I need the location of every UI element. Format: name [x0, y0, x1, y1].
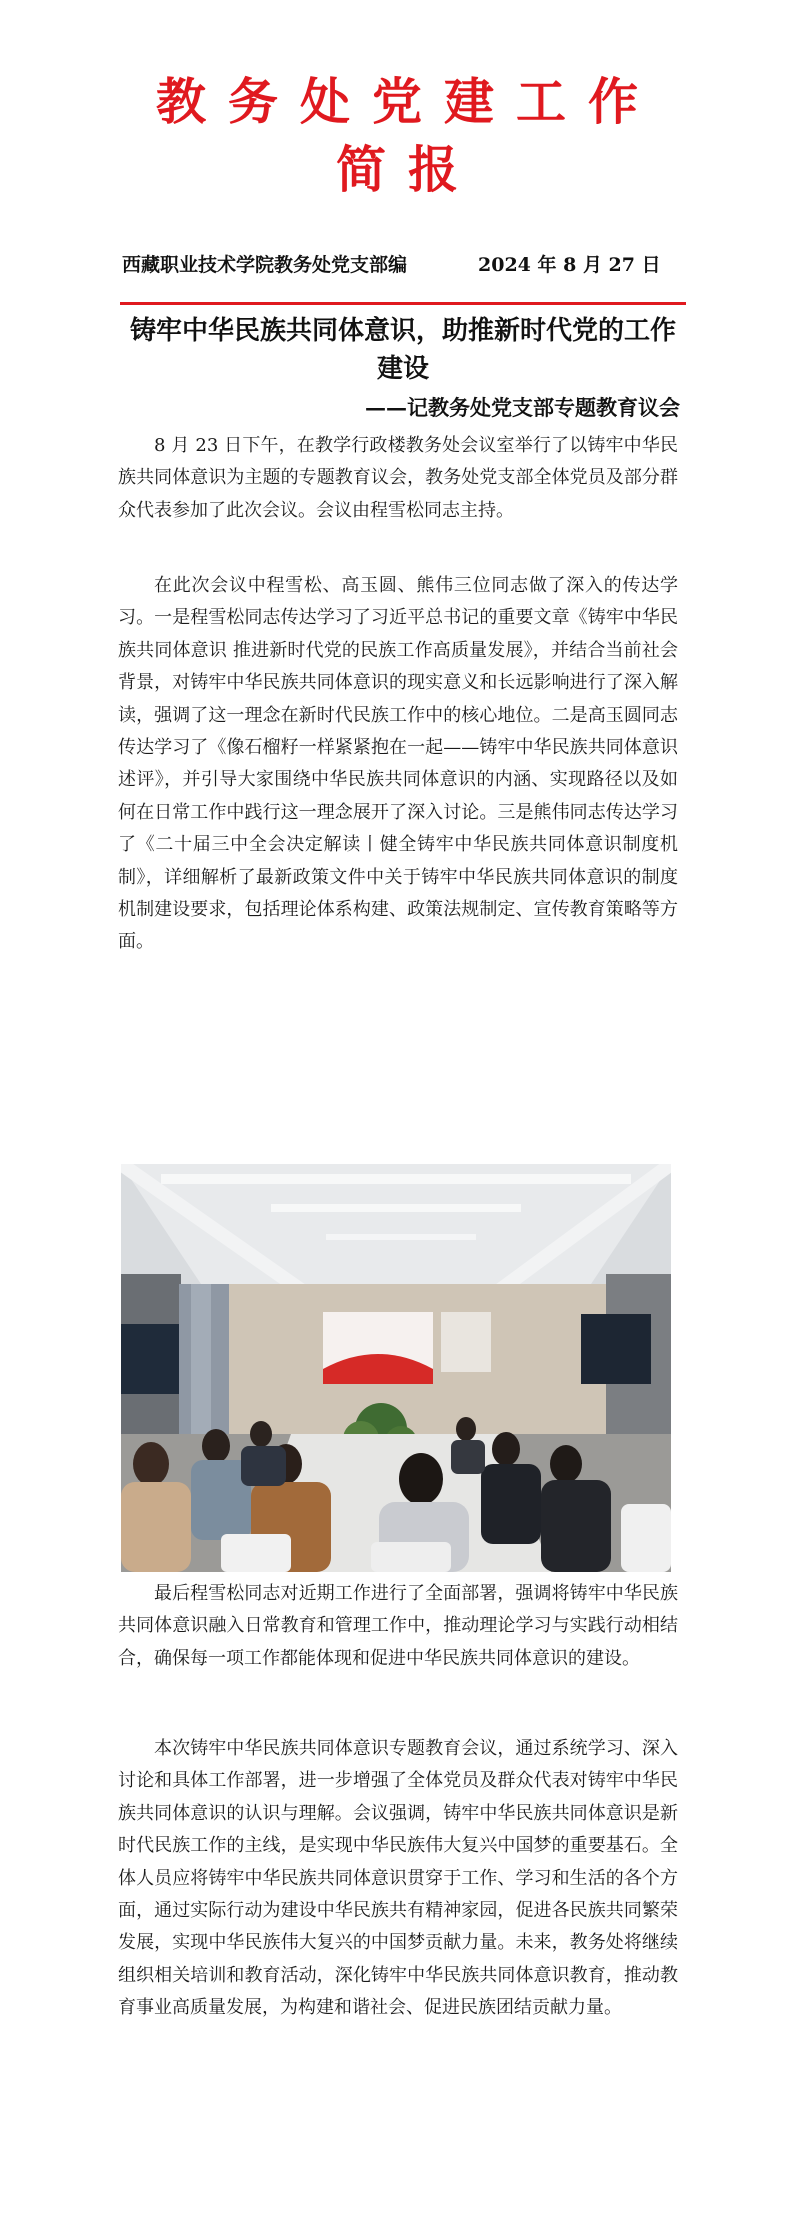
editor-credit: 西藏职业技术学院教务处党支部编	[122, 254, 408, 276]
paragraph-1: 8 月 23 日下午，在教学行政楼教务处会议室举行了以铸牢中华民族共同体意识为主题的专题教育议会，教务处党支部全体党员及部分群众代表参加了此次会议。会议由程雪松同志主持。	[118, 435, 678, 521]
meeting-photo	[121, 1164, 671, 1572]
paragraph-3: 最后程雪松同志对近期工作进行了全面部署，强调将铸牢中华民族共同体意识融入日常教育和管理工作中，推动理论学习与实践行动相结合，确保每一项工作都能体现和促进中华民族共同体意识的建设。	[118, 1583, 678, 1669]
issue-date: 2024 年 8 月 27 日	[478, 254, 661, 276]
article-subheadline: ——记教务处党支部专题教育议会	[365, 395, 680, 420]
bulletin-title-line1: 教务处党建工作	[156, 73, 660, 131]
bulletin-title-line2: 简报	[336, 141, 480, 199]
article-headline: 铸牢中华民族共同体意识，助推新时代党的工作建设	[129, 316, 676, 384]
paragraph-2: 在此次会议中程雪松、高玉圆、熊伟三位同志做了深入的传达学习。一是程雪松同志传达学习了习近平总书记的重要文章《铸牢中华民族共同体意识 推进新时代党的民族工作高质量发展》，并结合当前社会背景，对铸牢中华民族共同体意识的现实意义和长远影响进行了深入解读，强调了这一理念在新时代民族工作中的核心地位。二是高玉圆同志传达学习了《像石榴籽一样紧紧抱在一起——铸牢中华民族共同体意识述评》，并引导大家围绕中华民族共同体意识的内涵、实现路径以及如何在日常工作中践行这一理念展开了深入讨论。三是熊伟同志传达学习了《二十届三中全会决定解读丨健全铸牢中华民族共同体意识制度机制》，详细解析了最新政策文件中关于铸牢中华民族共同体意识的制度机制建设要求，包括理论体系构建、政策法规制定、宣传教育策略等方面。	[118, 575, 678, 953]
paragraph-4: 本次铸牢中华民族共同体意识专题教育会议，通过系统学习、深入讨论和具体工作部署，进一步增强了全体党员及群众代表对铸牢中华民族共同体意识的认识与理解。会议强调，铸牢中华民族共同体意识是新时代民族工作的主线，是实现中华民族伟大复兴中国梦的重要基石。全体人员应将铸牢中华民族共同体意识贯穿于工作、学习和生活的各个方面，通过实际行动为建设中华民族共有精神家园，促进各民族共同繁荣发展，实现中华民族伟大复兴的中国梦贡献力量。未来，教务处将继续组织相关培训和教育活动，深化铸牢中华民族共同体意识教育，推动教育事业高质量发展，为构建和谐社会、促进民族团结贡献力量。	[118, 1738, 678, 2019]
red-divider	[120, 302, 686, 305]
